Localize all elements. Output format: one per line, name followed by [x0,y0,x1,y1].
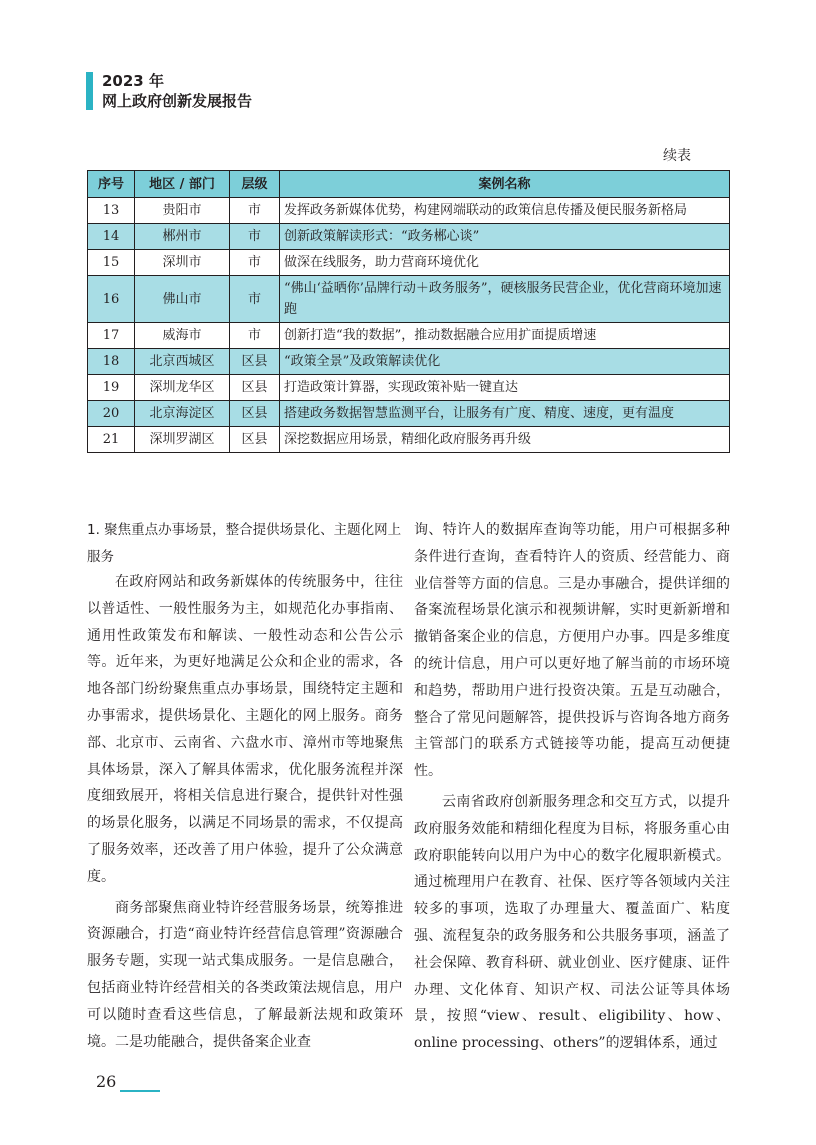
page-number-underline [120,1090,160,1092]
col-header-region: 地区 / 部门 [135,171,230,198]
cell-region: 北京海淀区 [135,401,230,427]
cell-number: 14 [88,224,135,250]
cell-region: 深圳罗湖区 [135,427,230,453]
cell-case: 创新打造“我的数据”，推动数据融合应用扩面提质增速 [280,323,730,349]
cell-case: “佛山‘益晒你’品牌行动＋政务服务”，硬核服务民营企业，优化营商环境加速跑 [280,276,730,323]
cell-case: 做深在线服务，助力营商环境优化 [280,250,730,276]
cell-case: 创新政策解读形式：“政务郴心谈” [280,224,730,250]
cell-case: 打造政策计算器，实现政策补贴一键直达 [280,375,730,401]
table-header-row [88,171,730,198]
body-column-right [414,517,730,1057]
cell-case: 搭建政务数据智慧监测平台，让服务有广度、精度、速度，更有温度 [280,401,730,427]
table-row [88,276,730,323]
table-continued-label: 续表 [663,148,691,164]
cell-number: 17 [88,323,135,349]
cell-region: 北京西城区 [135,349,230,375]
body-column-left [87,569,403,1055]
header-accent-bar [86,72,93,110]
case-table [87,170,730,453]
header-title: 网上政府创新发展报告 [102,92,253,110]
table-row [88,401,730,427]
col-header-level: 层级 [230,171,280,198]
cell-number: 20 [88,401,135,427]
col-header-number: 序号 [88,171,135,198]
cell-region: 郴州市 [135,224,230,250]
header-year: 2023 年 [102,72,164,90]
cell-level: 区县 [230,427,280,453]
body-paragraph: 询、特许人的数据库查询等功能，用户可根据多种条件进行查询，查看特许人的资质、经营能力、商业信誉等方面的信息。三是办事融合，提供详细的备案流程场景化演示和视频讲解，实时更新新增和撤销备案企业的信息，方便用户办事。四是多维度的统计信息，用户可以更好地了解当前的市场环境和趋势，帮助用户进行投资决策。五是互动融合，整合了常见问题解答，提供投诉与咨询各地方商务主管部门的联系方式链接等功能，提高互动便捷性。 [414,522,730,780]
cell-number: 16 [88,276,135,323]
cell-level: 市 [230,276,280,323]
table-row [88,349,730,375]
body-paragraph: 商务部聚焦商业特许经营服务场景，统筹推进资源融合，打造“商业特许经营信息管理”资源融合服务专题，实现一站式集成服务。一是信息融合，包括商业特许经营相关的各类政策法规信息，用户可以随时查看这些信息，了解最新法规和政策环境。二是功能融合，提供备案企业查 [87,899,403,1050]
cell-case: “政策全景”及政策解读优化 [280,349,730,375]
cell-case: 发挥政务新媒体优势，构建网端联动的政策信息传播及便民服务新格局 [280,198,730,224]
table-row [88,323,730,349]
body-paragraph: 在政府网站和政务新媒体的传统服务中，往往以普适性、一般性服务为主，如规范化办事指南、通用性政策发布和解读、一般性动态和公告公示等。近年来，为更好地满足公众和企业的需求，各地各部门纷纷聚焦重点办事场景，围绕特定主题和办事需求，提供场景化、主题化的网上服务。商务部、北京市、云南省、六盘水市、漳州市等地聚焦具体场景，深入了解具体需求，优化服务流程并深度细致展开，将相关信息进行聚合，提供针对性强的场景化服务，以满足不同场景的需求，不仅提高了服务效率，还改善了用户体验，提升了公众满意度。 [87,574,403,885]
cell-region: 贵阳市 [135,198,230,224]
cell-number: 21 [88,427,135,453]
cell-level: 市 [230,323,280,349]
cell-number: 19 [88,375,135,401]
cell-level: 区县 [230,401,280,427]
cell-level: 市 [230,224,280,250]
section-heading: 1. 聚焦重点办事场景，整合提供场景化、主题化网上服务 [87,522,402,565]
cell-level: 市 [230,198,280,224]
col-header-case: 案例名称 [280,171,730,198]
table-row [88,427,730,453]
table-row [88,250,730,276]
cell-level: 区县 [230,375,280,401]
table-body [88,198,730,453]
cell-number: 18 [88,349,135,375]
cell-number: 13 [88,198,135,224]
cell-case: 深挖数据应用场景，精细化政府服务再升级 [280,427,730,453]
cell-region: 深圳龙华区 [135,375,230,401]
table-row [88,198,730,224]
cell-region: 威海市 [135,323,230,349]
cell-region: 佛山市 [135,276,230,323]
cell-level: 市 [230,250,280,276]
cell-level: 区县 [230,349,280,375]
table-row [88,375,730,401]
cell-number: 15 [88,250,135,276]
page-number: 26 [96,1072,117,1091]
cell-region: 深圳市 [135,250,230,276]
table-row [88,224,730,250]
body-paragraph: 云南省政府创新服务理念和交互方式，以提升政府服务效能和精细化程度为目标，将服务重心由政府职能转向以用户为中心的数字化履职新模式。通过梳理用户在教育、社保、医疗等各领域内关注较多的事项，选取了办理量大、覆盖面广、粘度强、流程复杂的政务服务和公共服务事项，涵盖了社会保障、教育科研、就业创业、医疗健康、证件办理、文化体育、知识产权、司法公证等具体场景，按照“view、result、eligibility、how、online processing、others”的逻辑体系，通过 [414,793,730,1052]
